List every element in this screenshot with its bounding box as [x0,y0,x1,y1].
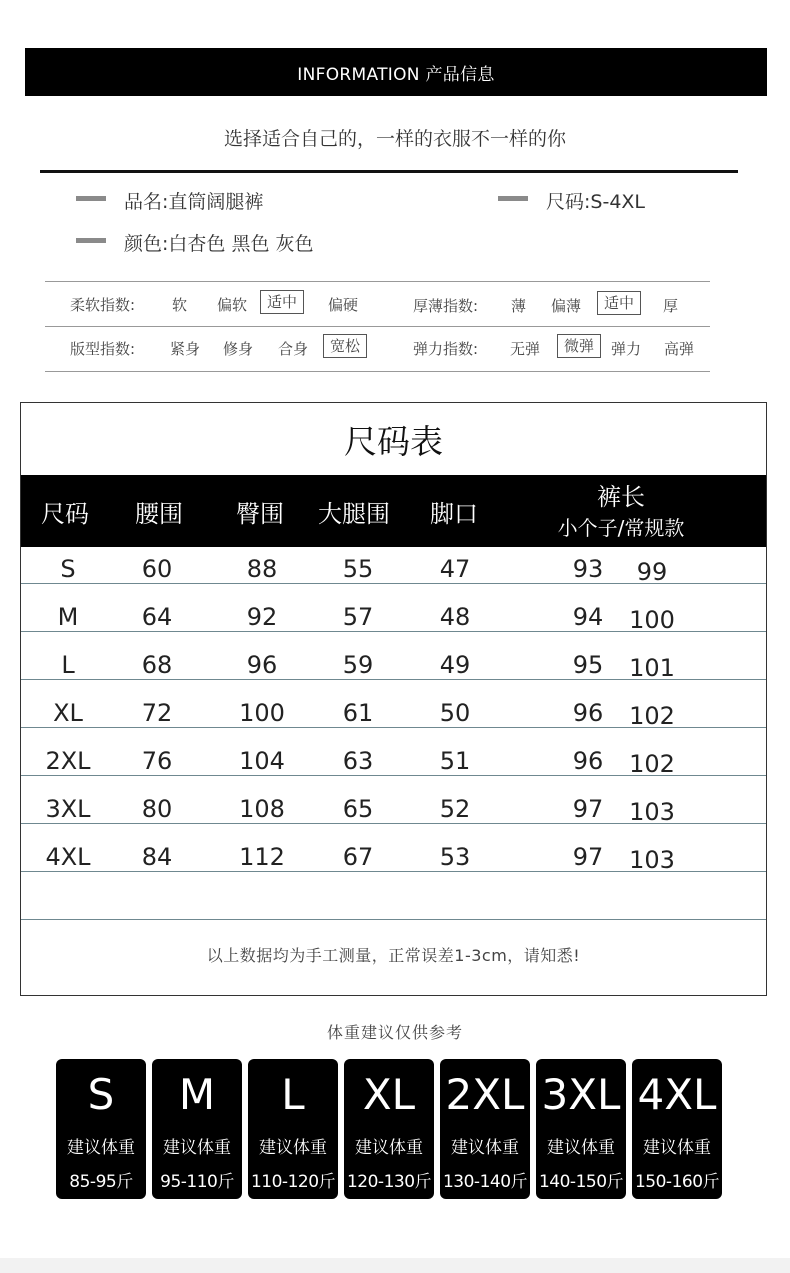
weight-card-label: 建议体重 [259,1138,327,1158]
info-header-title: INFORMATION 产品信息 [297,64,495,85]
cell-length-regular: 99 [636,558,668,586]
weight-card-range: 95-110斤 [160,1172,234,1192]
dash-marker [498,196,528,201]
weight-card-size: 4XL [637,1070,717,1119]
index-option: 紧身 [170,340,201,358]
cell-length-regular: 101 [629,654,675,682]
cell-size: 2XL [45,747,91,775]
cell-hip: 100 [239,699,285,727]
header-length: 裤长 [597,482,645,511]
divider [40,170,738,173]
cell-hip: 96 [246,651,278,679]
product-size-range: 尺码:S-4XL [546,191,646,213]
thickness-index-label: 厚薄指数: [413,297,479,315]
weight-card-size: XL [362,1070,416,1119]
weight-card [56,1059,146,1199]
index-option: 弹力 [611,340,642,358]
index-option-selected: 微弹 [557,334,601,358]
weight-card-label: 建议体重 [355,1138,423,1158]
cell-length-regular: 103 [629,798,675,826]
cell-hip: 112 [239,843,285,871]
cell-hem: 53 [439,843,471,871]
cell-waist: 72 [141,699,173,727]
measurement-note: 以上数据均为手工测量，正常误差1-3cm，请知悉! [206,946,581,965]
divider [45,371,710,372]
cell-waist: 84 [141,843,173,871]
weight-card-size: S [87,1070,115,1119]
dash-marker [76,196,106,201]
weight-card-range: 140-150斤 [538,1172,624,1192]
index-option-selected: 适中 [597,291,641,315]
cell-waist: 64 [141,603,173,631]
cell-hem: 49 [439,651,471,679]
cell-length-petite: 94 [572,603,604,631]
weight-card [440,1059,530,1199]
weight-card-size: L [281,1070,305,1119]
index-option: 无弹 [510,340,541,358]
cell-thigh: 67 [342,843,374,871]
header-length-sub: 小个子/常规款 [557,515,685,540]
header-thigh: 大腿围 [318,499,390,528]
weight-card-size: M [178,1070,216,1119]
cell-waist: 80 [141,795,173,823]
cell-hip: 92 [246,603,278,631]
cell-size: M [57,603,79,631]
weight-card-range: 150-160斤 [634,1172,720,1192]
index-option: 软 [172,296,188,314]
weight-card-label: 建议体重 [67,1138,135,1158]
weight-card-range: 120-130斤 [346,1172,432,1192]
cell-thigh: 57 [342,603,374,631]
weight-card [152,1059,242,1199]
product-name: 品名:直筒阔腿裤 [124,191,264,213]
index-option: 厚 [663,297,679,315]
cell-thigh: 55 [342,555,374,583]
divider [45,281,710,282]
cell-size: XL [53,699,83,727]
info-header-bar [25,48,767,96]
cell-size: L [61,651,75,679]
cell-hem: 50 [439,699,471,727]
index-option: 合身 [278,340,309,358]
cell-length-petite: 93 [572,555,604,583]
cell-hem: 47 [439,555,471,583]
weight-card [248,1059,338,1199]
slogan: 选择适合自己的，一样的衣服不一样的你 [223,128,566,150]
cell-hip: 88 [246,555,278,583]
index-option: 偏硬 [328,296,359,314]
header-size: 尺码 [41,499,89,528]
cell-hem: 52 [439,795,471,823]
product-color: 颜色:白杏色 黑色 灰色 [124,233,314,255]
weight-card-label: 建议体重 [547,1138,615,1158]
weight-card-label: 建议体重 [163,1138,231,1158]
cell-thigh: 65 [342,795,374,823]
dash-marker [76,238,106,243]
cell-length-petite: 97 [572,795,604,823]
weight-card-size: 3XL [541,1070,621,1119]
cell-length-regular: 103 [629,846,675,874]
cell-length-petite: 97 [572,843,604,871]
header-waist: 腰围 [135,499,183,528]
cell-length-regular: 102 [629,750,675,778]
softness-index-label: 柔软指数: [70,296,136,314]
index-option: 偏薄 [551,297,582,315]
weight-card-label: 建议体重 [643,1138,711,1158]
cell-size: 4XL [45,843,91,871]
index-option: 高弹 [664,340,695,358]
cell-size: S [60,555,76,583]
cell-hem: 48 [439,603,471,631]
cell-length-petite: 96 [572,747,604,775]
weight-card-range: 110-120斤 [250,1172,336,1192]
index-option: 薄 [511,297,527,315]
cell-hip: 104 [239,747,285,775]
header-hem: 脚口 [430,499,478,528]
size-table [20,402,767,996]
header-hip: 臀围 [236,499,284,528]
weight-card-label: 建议体重 [451,1138,519,1158]
weight-card [632,1059,722,1199]
elasticity-index-label: 弹力指数: [413,340,479,358]
weight-card-size: 2XL [445,1070,525,1119]
weight-card [536,1059,626,1199]
divider [45,326,710,327]
cell-hem: 51 [439,747,471,775]
cell-waist: 68 [141,651,173,679]
index-option: 修身 [223,340,254,358]
weight-section-title: 体重建议仅供参考 [326,1023,463,1042]
cell-length-regular: 102 [629,702,675,730]
cell-thigh: 59 [342,651,374,679]
size-table-header [21,475,766,547]
cell-size: 3XL [45,795,91,823]
cell-length-petite: 95 [572,651,604,679]
cell-length-petite: 96 [572,699,604,727]
cell-waist: 60 [141,555,173,583]
cell-length-regular: 100 [629,606,675,634]
weight-card-range: 130-140斤 [442,1172,528,1192]
cell-thigh: 63 [342,747,374,775]
cell-waist: 76 [141,747,173,775]
fit-index-label: 版型指数: [70,340,136,358]
size-table-title: 尺码表 [344,421,443,461]
row-divider [21,919,766,920]
index-option-selected: 宽松 [323,334,367,358]
cell-thigh: 61 [342,699,374,727]
index-option: 偏软 [217,296,248,314]
cell-hip: 108 [239,795,285,823]
bottom-strip [0,1258,790,1273]
index-option-selected: 适中 [260,290,304,314]
weight-card-range: 85-95斤 [69,1172,133,1192]
weight-card [344,1059,434,1199]
